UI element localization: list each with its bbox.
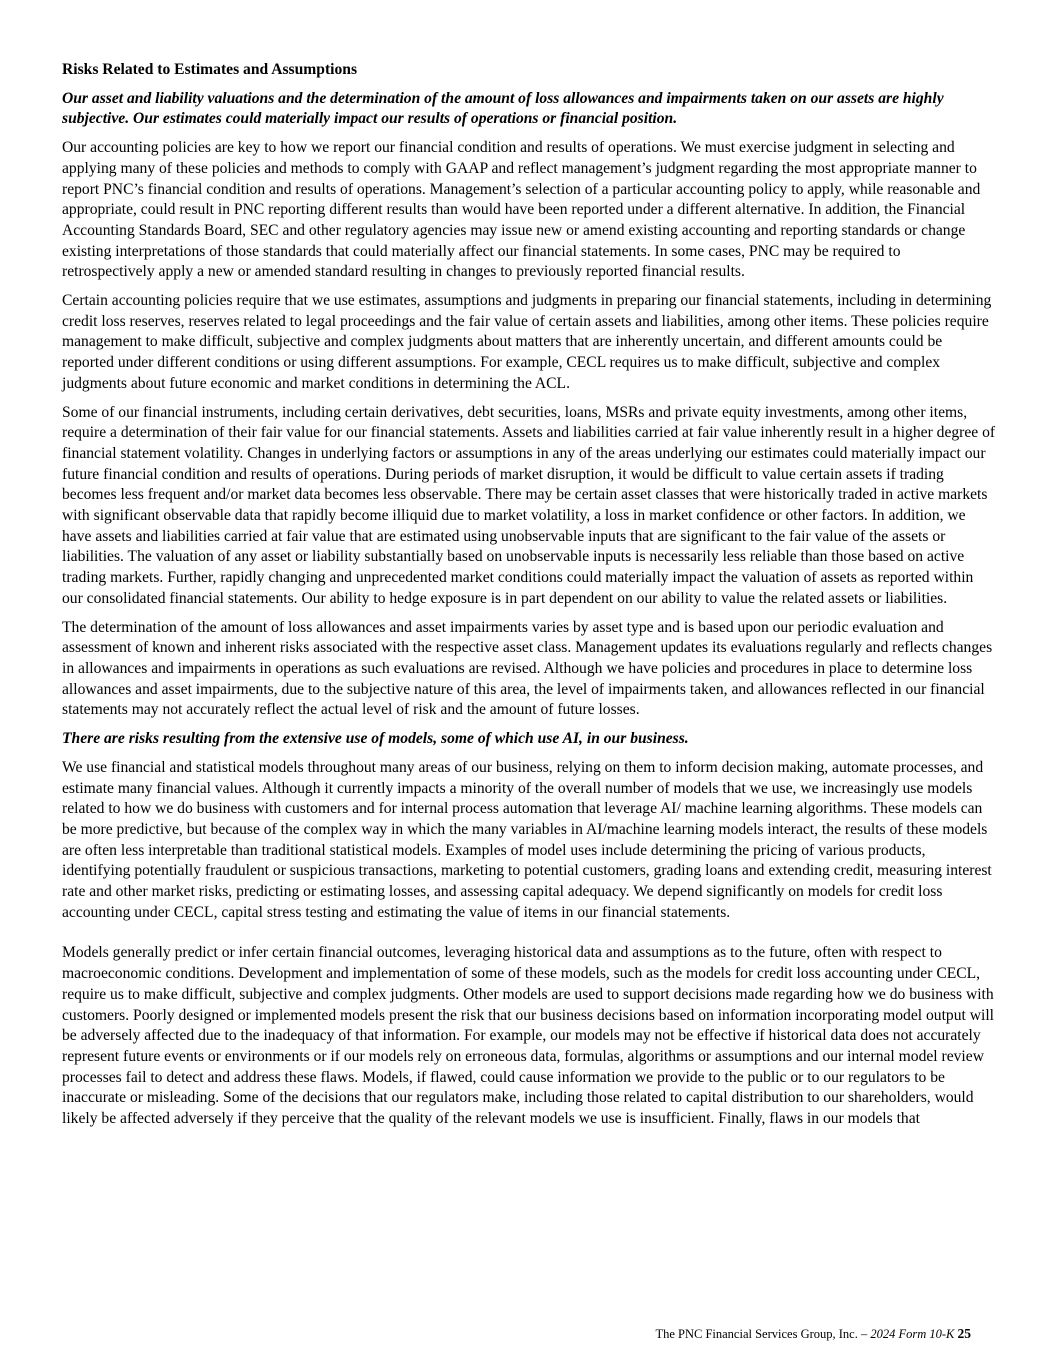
paragraph: Some of our financial instruments, including certain derivatives, debt securities, loans, MSRs and private equity investments, among other items, require a determination of their fair value for our financial statements. Assets and liabilities carried at fair value inherently result in a higher degree of financial statement volatility. Changes in underlying factors or assumptions in any of the areas underlying our estimates could materially impact our future financial condition and results of operations. During periods of market disruption, it would be difficult to value certain assets if trading becomes less frequent and/or market data becomes less observable. There may be certain asset classes that were historically traded in active markets with significant observable data that rapidly become illiquid due to market volatility, a loss in market confidence or other factors. In addition, we have assets and liabilities carried at fair value that are estimated using unobservable inputs that are significant to the fair value of the assets or liabilities. The valuation of any asset or liability substantially based on unobservable inputs is necessarily less reliable than those based on active trading markets. Further, rapidly changing and unprecedented market conditions could materially impact the valuation of assets as reported within our consolidated financial statements. Our ability to hedge exposure is in part dependent on our ability to value the related assets or liabilities. [62, 403, 996, 607]
paragraph: The determination of the amount of loss allowances and asset impairments varies by asset type and is based upon our periodic evaluation and assessment of known and inherent risks associated with the respective asset class. Management updates its evaluations regularly and reflects changes in allowances and impairments in operations as such evaluations are revised. Although we have policies and procedures in place to determine loss allowances and asset impairments, due to the subjective nature of this area, the level of impairments taken, and allowances reflected in our financial statements may not accurately reflect the actual level of risk and the amount of future losses. [62, 618, 993, 719]
risk-heading-valuations: Our asset and liability valuations and the determination of the amount of loss allowances and impairments taken on our assets are highly subjective. Our estimates could materially impact our results of operations or financial position. [62, 89, 944, 128]
paragraph: Models generally predict or infer certain financial outcomes, leveraging historical data and assumptions as to the future, often with respect to macroeconomic conditions. Development and implementation of some of these models, such as the models for credit loss accounting under CECL, require us to make difficult, subjective and complex judgments. Other models are used to support decisions made regarding how we do business with customers. Poorly designed or implemented models present the risk that our business decisions based on information incorporating model output will be adversely affected due to the inadequacy of that information. For example, our models may not be effective if historical data does not accurately represent future events or environments or if our models rely on erroneous data, formulas, algorithms or assumptions and our internal model review processes fail to detect and address these flaws. Models, if flawed, could cause information we provide to the public or to our regulators to be inaccurate or misleading. Some of the decisions that our regulators make, including those related to capital distribution to our shareholders, would likely be affected adversely if they perceive that the quality of the relevant models we use is insufficient. Finally, flaws in our models that [62, 944, 995, 1128]
page-footer [655, 1326, 971, 1342]
document-page [62, 60, 997, 1138]
page-number: 25 [957, 1326, 971, 1341]
section-heading: Risks Related to Estimates and Assumptions [62, 61, 358, 78]
footer-company: The PNC Financial Services Group, Inc. – [655, 1327, 868, 1341]
footer-form: 2024 Form 10-K [870, 1327, 955, 1341]
risk-heading-models: There are risks resulting from the extensive use of models, some of which use AI, in our business. [62, 730, 689, 748]
paragraph: Our accounting policies are key to how we report our financial condition and results of operations. We must exercise judgment in selecting and applying many of these policies and methods to comply with GAAP and reflect management’s judgment regarding the most appropriate manner to report PNC’s financial condition and results of operations. Management’s selection of a particular accounting policy to apply, while reasonable and appropriate, could result in PNC reporting different results than would have been reported under a different alternative. In addition, the Financial Accounting Standards Board, SEC and other regulatory agencies may issue new or amend existing accounting and reporting standards or change existing interpretations of those standards that could materially affect our financial statements. In some cases, PNC may be required to retrospectively apply a new or amended standard resulting in changes to previously reported financial results. [62, 139, 981, 281]
paragraph: Certain accounting policies require that we use estimates, assumptions and judgments in preparing our financial statements, including in determining credit loss reserves, reserves related to legal proceedings and the fair value of certain assets and liabilities, among other items. These policies require management to make difficult, subjective and complex judgments about matters that are inherently uncertain, and different amounts could be reported under different conditions or using different assumptions. For example, CECL requires us to make difficult, subjective and complex judgments about future economic and market conditions in determining the ACL. [62, 292, 992, 392]
paragraph: We use financial and statistical models throughout many areas of our business, relying on them to inform decision making, automate processes, and estimate many financial values. Although it currently impacts a minority of the overall number of models that we use, we increasingly use models related to how we do business with customers and for internal process automation that leverage AI/ machine learning algorithms. These models can be more predictive, but because of the complex way in which the many variables in AI/machine learning models interact, the results of these models are often less interpretable than traditional statistical models. Examples of model uses include determining the pricing of various products, identifying potentially fraudulent or suspicious transactions, marketing to potential customers, grading loans and extending credit, measuring interest rate and other market risks, predicting or estimating losses, and assessing capital adequacy. We depend significantly on models for credit loss accounting under CECL, capital stress testing and estimating the value of items in our financial statements. [62, 758, 992, 921]
